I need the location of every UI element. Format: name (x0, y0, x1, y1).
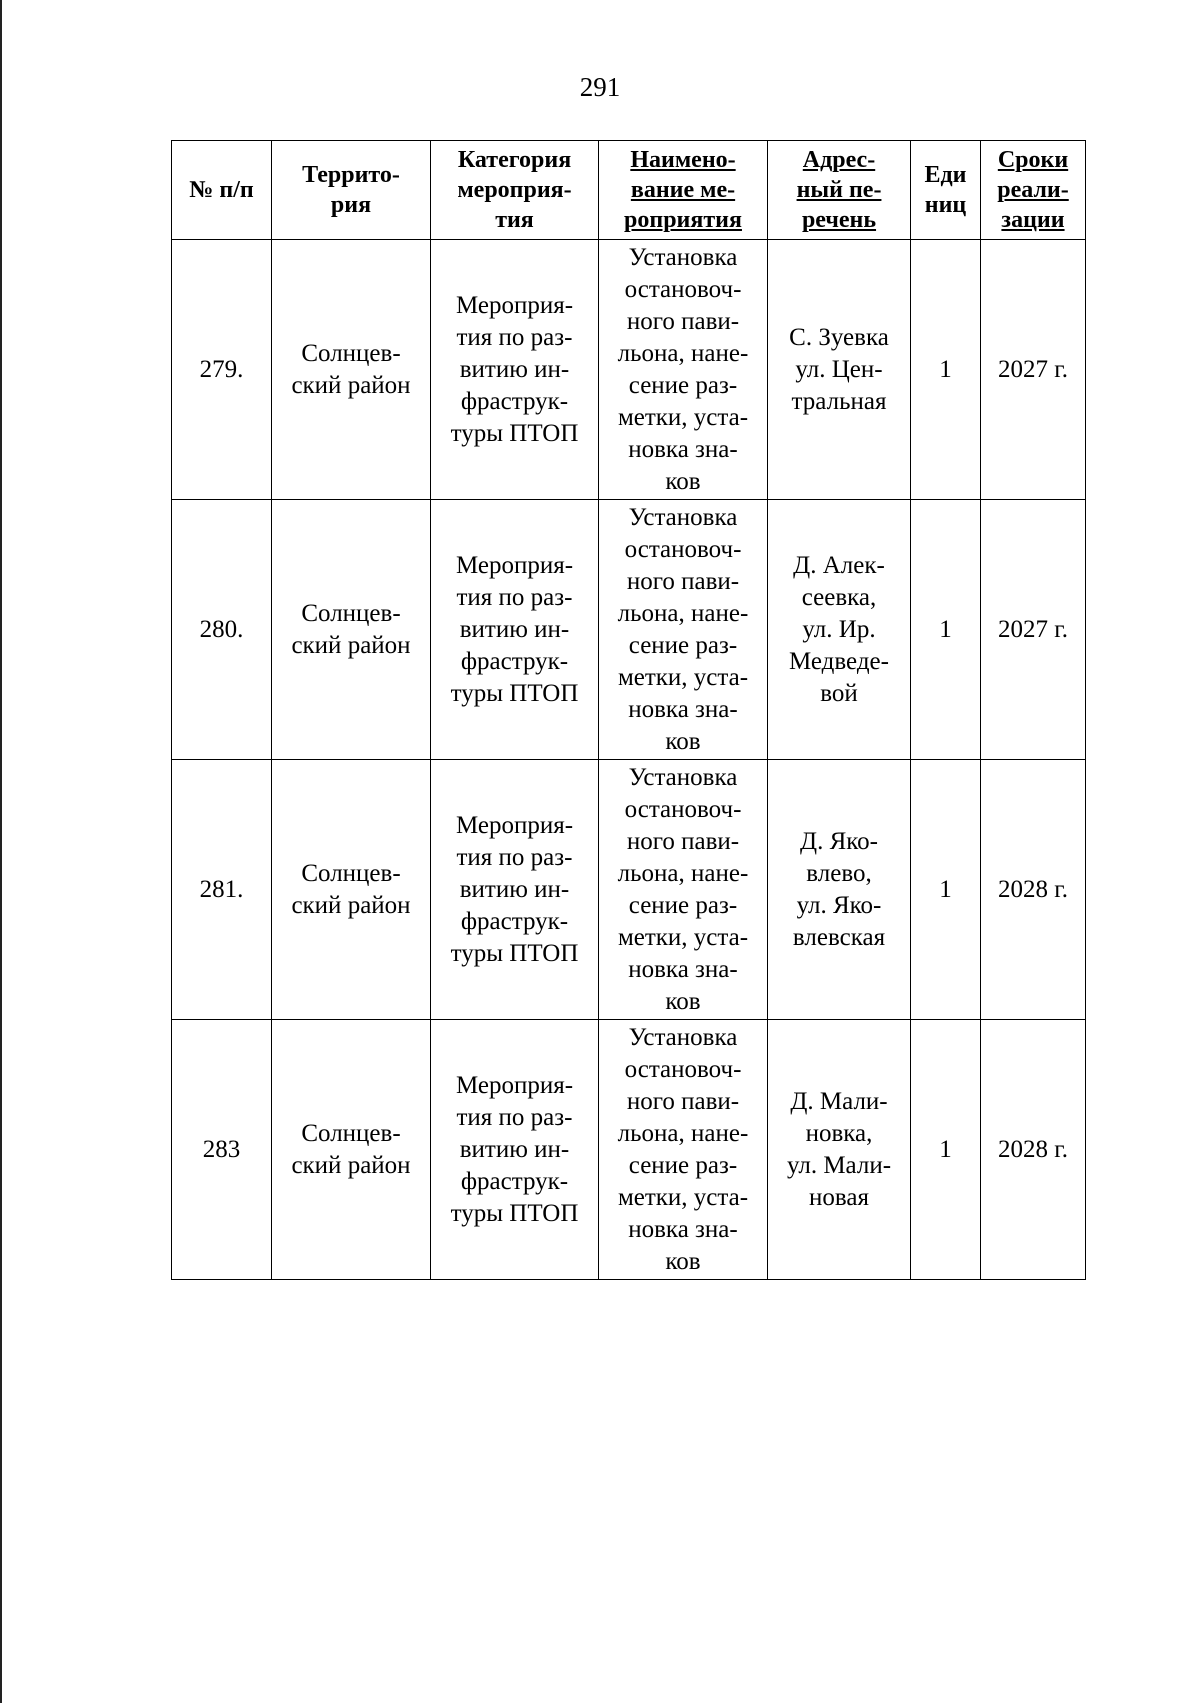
row-number: 279. (172, 240, 272, 500)
header-number: № п/п (172, 141, 272, 240)
row-territory: Солнцев- ский район (272, 1020, 431, 1280)
row-category: Мероприя- тия по раз- витию ин- фраструк- туры ПТОП (431, 500, 599, 760)
row-measure-name: Установка остановоч- ного пави- льона, нане- сение раз- метки, уста- новка зна- ков (599, 240, 768, 500)
measures-table (171, 140, 1086, 1280)
row-units: 1 (911, 760, 981, 1020)
header-territory: Террито- рия (272, 141, 431, 240)
row-category: Мероприя- тия по раз- витию ин- фраструк- туры ПТОП (431, 240, 599, 500)
row-term: 2027 г. (981, 240, 1086, 500)
row-term: 2028 г. (981, 1020, 1086, 1280)
row-address: Д. Алек- сеевка, ул. Ир. Медведе- вой (768, 500, 911, 760)
row-measure-name: Установка остановоч- ного пави- льона, нане- сение раз- метки, уста- новка зна- ков (599, 500, 768, 760)
row-address: Д. Яко- влево, ул. Яко- влевская (768, 760, 911, 1020)
row-units: 1 (911, 240, 981, 500)
header-address: Адрес- ный пе- речень (768, 141, 911, 240)
row-number: 280. (172, 500, 272, 760)
row-measure-name: Установка остановоч- ного пави- льона, нане- сение раз- метки, уста- новка зна- ков (599, 1020, 768, 1280)
row-term: 2027 г. (981, 500, 1086, 760)
row-territory: Солнцев- ский район (272, 760, 431, 1020)
header-units: Еди ниц (911, 141, 981, 240)
table-header-row (172, 141, 1086, 240)
table-row (172, 500, 1086, 760)
row-address: С. Зуевка ул. Цен- тральная (768, 240, 911, 500)
table-row (172, 240, 1086, 500)
table-row (172, 1020, 1086, 1280)
header-measure-name: Наимено- вание ме- роприятия (599, 141, 768, 240)
row-number: 281. (172, 760, 272, 1020)
page-number: 291 (579, 72, 621, 102)
row-units: 1 (911, 500, 981, 760)
table-row (172, 760, 1086, 1020)
row-territory: Солнцев- ский район (272, 240, 431, 500)
row-units: 1 (911, 1020, 981, 1280)
row-territory: Солнцев- ский район (272, 500, 431, 760)
header-term: Сроки реали- зации (981, 141, 1086, 240)
row-category: Мероприя- тия по раз- витию ин- фраструк- туры ПТОП (431, 1020, 599, 1280)
row-address: Д. Мали- новка, ул. Мали- новая (768, 1020, 911, 1280)
row-measure-name: Установка остановоч- ного пави- льона, нане- сение раз- метки, уста- новка зна- ков (599, 760, 768, 1020)
row-term: 2028 г. (981, 760, 1086, 1020)
row-category: Мероприя- тия по раз- витию ин- фраструк- туры ПТОП (431, 760, 599, 1020)
scan-edge-line (0, 0, 2, 1703)
header-category: Категория мероприя- тия (431, 141, 599, 240)
row-number: 283 (172, 1020, 272, 1280)
